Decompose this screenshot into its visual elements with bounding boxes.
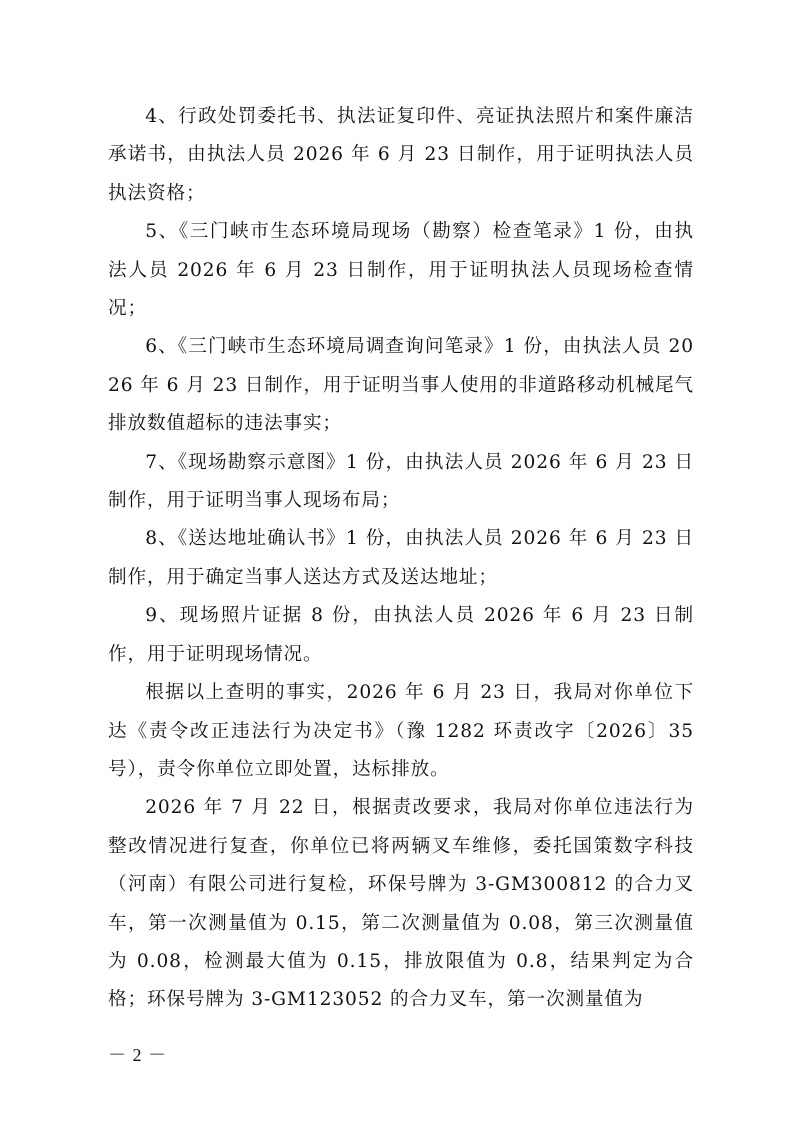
review-paragraph: 2026 年 7 月 22 日，根据责改要求，我局对你单位违法行为整改情况进行复查，你单位已将两辆叉车维修，委托国策数字科技（河南）有限公司进行复检，环保号牌为 3-GM300812 的合力叉车，第一次测量值为 0.15，第二次测量值为 0.08，第三次测量值为 0.08，检测最大值为 0.15，排放限值为 0.8，结果判定为合格；环保号牌为 3-GM123052 的合力叉车，第一次测量值为 — [108, 797, 694, 1011]
page-number: － 2 － — [108, 1045, 167, 1065]
evidence-item-4: 4、行政处罚委托书、执法证复印件、亮证执法照片和案件廉洁承诺书，由执法人员 2026 年 6 月 23 日制作，用于证明执法人员执法资格； — [108, 106, 694, 204]
evidence-item-8: 8、《送达地址确认书》1 份，由执法人员 2026 年 6 月 23 日制作，用于确定当事人送达方式及送达地址； — [108, 528, 694, 588]
document-body — [108, 98, 694, 1020]
evidence-item-9: 9、现场照片证据 8 份，由执法人员 2026 年 6 月 23 日制作，用于证明现场情况。 — [108, 605, 694, 665]
evidence-item-6: 6、《三门峡市生态环境局调查询问笔录》1 份，由执法人员 2026 年 6 月 23 日制作，用于证明当事人使用的非道路移动机械尾气排放数值超标的违法事实； — [108, 336, 694, 435]
evidence-item-7: 7、《现场勘察示意图》1 份，由执法人员 2026 年 6 月 23 日制作，用于证明当事人现场布局； — [108, 451, 694, 512]
evidence-item-5: 5、《三门峡市生态环境局现场（勘察）检查笔录》1 份，由执法人员 2026 年 6 月 23 日制作，用于证明执法人员现场检查情况； — [108, 221, 694, 320]
decision-paragraph: 根据以上查明的事实，2026 年 6 月 23 日，我局对你单位下达《责令改正违法行为决定书》（豫 1282 环责改字〔2026〕35 号），责令你单位立即处置，达标排放。 — [108, 682, 694, 780]
